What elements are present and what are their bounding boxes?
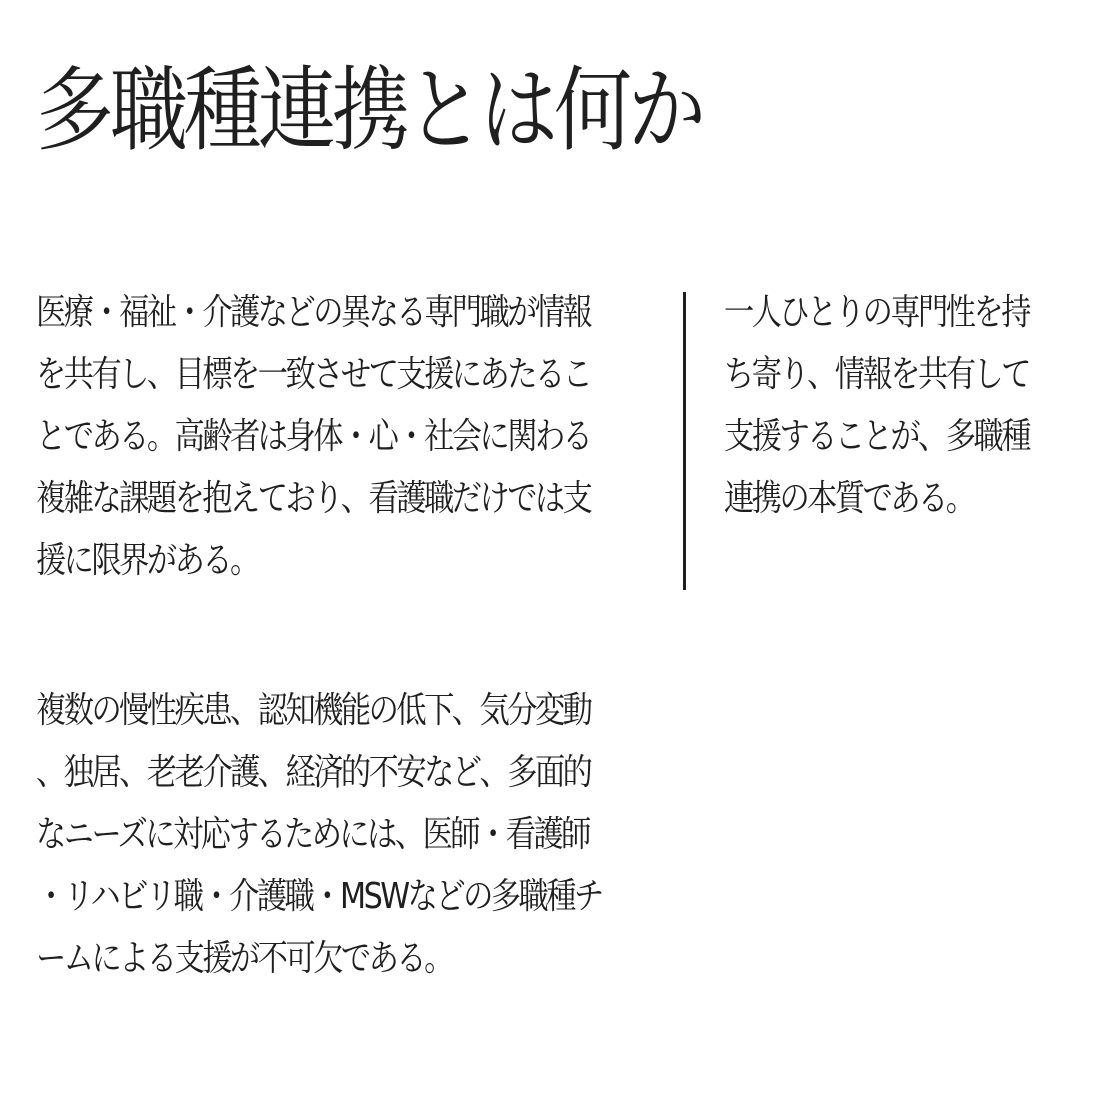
text-line: 複数の慢性疾患、認知機能の低下、気分変動 [36, 690, 591, 731]
text-line: 複雑な課題を抱えており、看護職だけでは支 [36, 478, 591, 519]
text-line: 一人ひとりの専門性を持 [724, 292, 1029, 333]
text-line: とである。高齢者は身体・心・社会に関わる [36, 416, 591, 457]
text-line: 医療・福祉・介護などの異なる専門職が情報 [36, 292, 591, 333]
text-line: を共有し、目標を一致させて支援にあたるこ [36, 354, 591, 395]
text-line: ・リハビリ職・介護職・MSWなどの多職種チ [36, 876, 602, 917]
text-line: なニーズに対応するためには、医師・看護師 [36, 814, 589, 855]
text-line: 支援することが、多職種 [724, 416, 1029, 457]
text-line: ームによる支援が不可欠である。 [36, 938, 452, 979]
intro-paragraph [36, 282, 590, 592]
text-line: 連携の本質である。 [724, 478, 974, 519]
column-divider [683, 292, 686, 590]
needs-paragraph [36, 680, 602, 990]
page-title: 多職種連携とは何か [36, 58, 703, 165]
text-line: 、独居、老老介護、経済的不安など、多面的 [36, 752, 591, 793]
text-line: ち寄り、情報を共有して [724, 354, 1029, 395]
essence-paragraph [724, 282, 1029, 530]
text-line: 援に限界がある。 [36, 540, 258, 581]
